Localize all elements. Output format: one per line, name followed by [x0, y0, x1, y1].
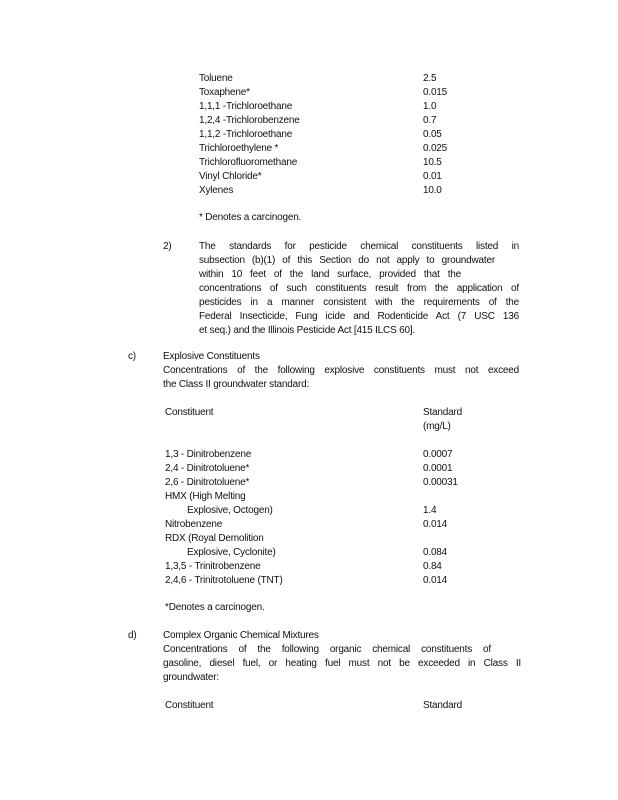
table-row-name: Trichlorofluoromethane [199, 157, 298, 168]
column-header-constituent: Constituent [165, 407, 214, 418]
paragraph-line: Federal Insecticide, Fung icide and Rodenticide Act (7 USC 136 [199, 311, 519, 322]
table-row-name: Nitrobenzene [165, 519, 223, 530]
table-row-value: 0.01 [423, 171, 442, 182]
table-row-value: 0.025 [423, 143, 448, 154]
table-row-value: 0.0007 [423, 449, 453, 460]
table-row-name: 1,1,1 -Trichloroethane [199, 101, 293, 112]
paragraph-line: subsection (b)(1) of this Section do not apply to groundwater [199, 255, 495, 266]
section-letter: c) [128, 351, 136, 362]
section-intro [163, 643, 521, 685]
column-header-unit: (mg/L) [423, 421, 451, 432]
paragraph-line: the Class II groundwater standard: [163, 379, 310, 390]
column-header-standard: Standard [423, 407, 462, 418]
table-row-value: 1.0 [423, 101, 437, 112]
table-row-name: Explosive, Cyclonite) [187, 547, 276, 558]
table-row-name: 1,3,5 - Trinitrobenzene [165, 561, 261, 572]
table-row-name: HMX (High Melting [165, 491, 246, 502]
table-row-value: 0.015 [423, 87, 448, 98]
paragraph-line: Concentrations of the following organic chemical constituents of [163, 644, 491, 655]
section-heading: Explosive Constituents [163, 351, 260, 362]
paragraph-line: et seq.) and the Illinois Pesticide Act [415 ILCS 60]. [199, 325, 415, 336]
table-row-name: 1,2,4 -Trichlorobenzene [199, 115, 300, 126]
table-row-value: 0.7 [423, 115, 437, 126]
table-row-name: Toluene [199, 73, 233, 84]
table-row-name: 2,6 - Dinitrotoluene* [165, 477, 250, 488]
table-row-name: 2,4,6 - Trinitrotoluene (TNT) [165, 575, 283, 586]
table-row-value: 10.5 [423, 157, 442, 168]
carcinogen-note: *Denotes a carcinogen. [165, 602, 265, 613]
table-row-name: Toxaphene* [199, 87, 250, 98]
paragraph-line: pesticides in a manner consistent with the requirements of the [199, 297, 519, 308]
table-row-value: 0.05 [423, 129, 442, 140]
table-row-value: 0.014 [423, 575, 448, 586]
table-row-value: 1.4 [423, 505, 437, 516]
section-heading: Complex Organic Chemical Mixtures [163, 630, 319, 641]
carcinogen-note: * Denotes a carcinogen. [199, 212, 302, 223]
paragraph-line: The standards for pesticide chemical constituents listed in [199, 241, 519, 252]
table-row-name: Trichloroethylene * [199, 143, 279, 154]
paragraph-line: concentrations of such constituents result from the application of [199, 283, 519, 294]
table-row-value: 0.014 [423, 519, 448, 530]
table-row-value: 0.84 [423, 561, 442, 572]
paragraph-line: Concentrations of the following explosive constituents must not exceed [163, 365, 519, 376]
table-row-name: RDX (Royal Demolition [165, 533, 264, 544]
table-row-name: 1,3 - Dinitrobenzene [165, 449, 252, 460]
table-row-name: 1,1,2 -Trichloroethane [199, 129, 293, 140]
paragraph-line: within 10 feet of the land surface, provided that the [199, 269, 461, 280]
paragraph-line: groundwater: [163, 672, 219, 683]
table-row-value: 0.084 [423, 547, 448, 558]
table-row-name: Vinyl Chloride* [199, 171, 262, 182]
paragraph-line: gasoline, diesel fuel, or heating fuel must not be exceeded in Class II [163, 658, 521, 669]
table-row-name: Explosive, Octogen) [187, 505, 273, 516]
table-row-value: 2.5 [423, 73, 437, 84]
column-header-standard: Standard [423, 700, 462, 711]
table-row-value: 10.0 [423, 185, 442, 196]
column-header-constituent: Constituent [165, 700, 214, 711]
table-row-value: 0.00031 [423, 477, 458, 488]
item-paragraph [199, 240, 519, 338]
table-row-value: 0.0001 [423, 463, 453, 474]
table-row-name: Xylenes [199, 185, 234, 196]
section-intro [163, 364, 519, 392]
item-number: 2) [163, 241, 172, 252]
table-row-name: 2,4 - Dinitrotoluene* [165, 463, 250, 474]
section-letter: d) [128, 630, 137, 641]
